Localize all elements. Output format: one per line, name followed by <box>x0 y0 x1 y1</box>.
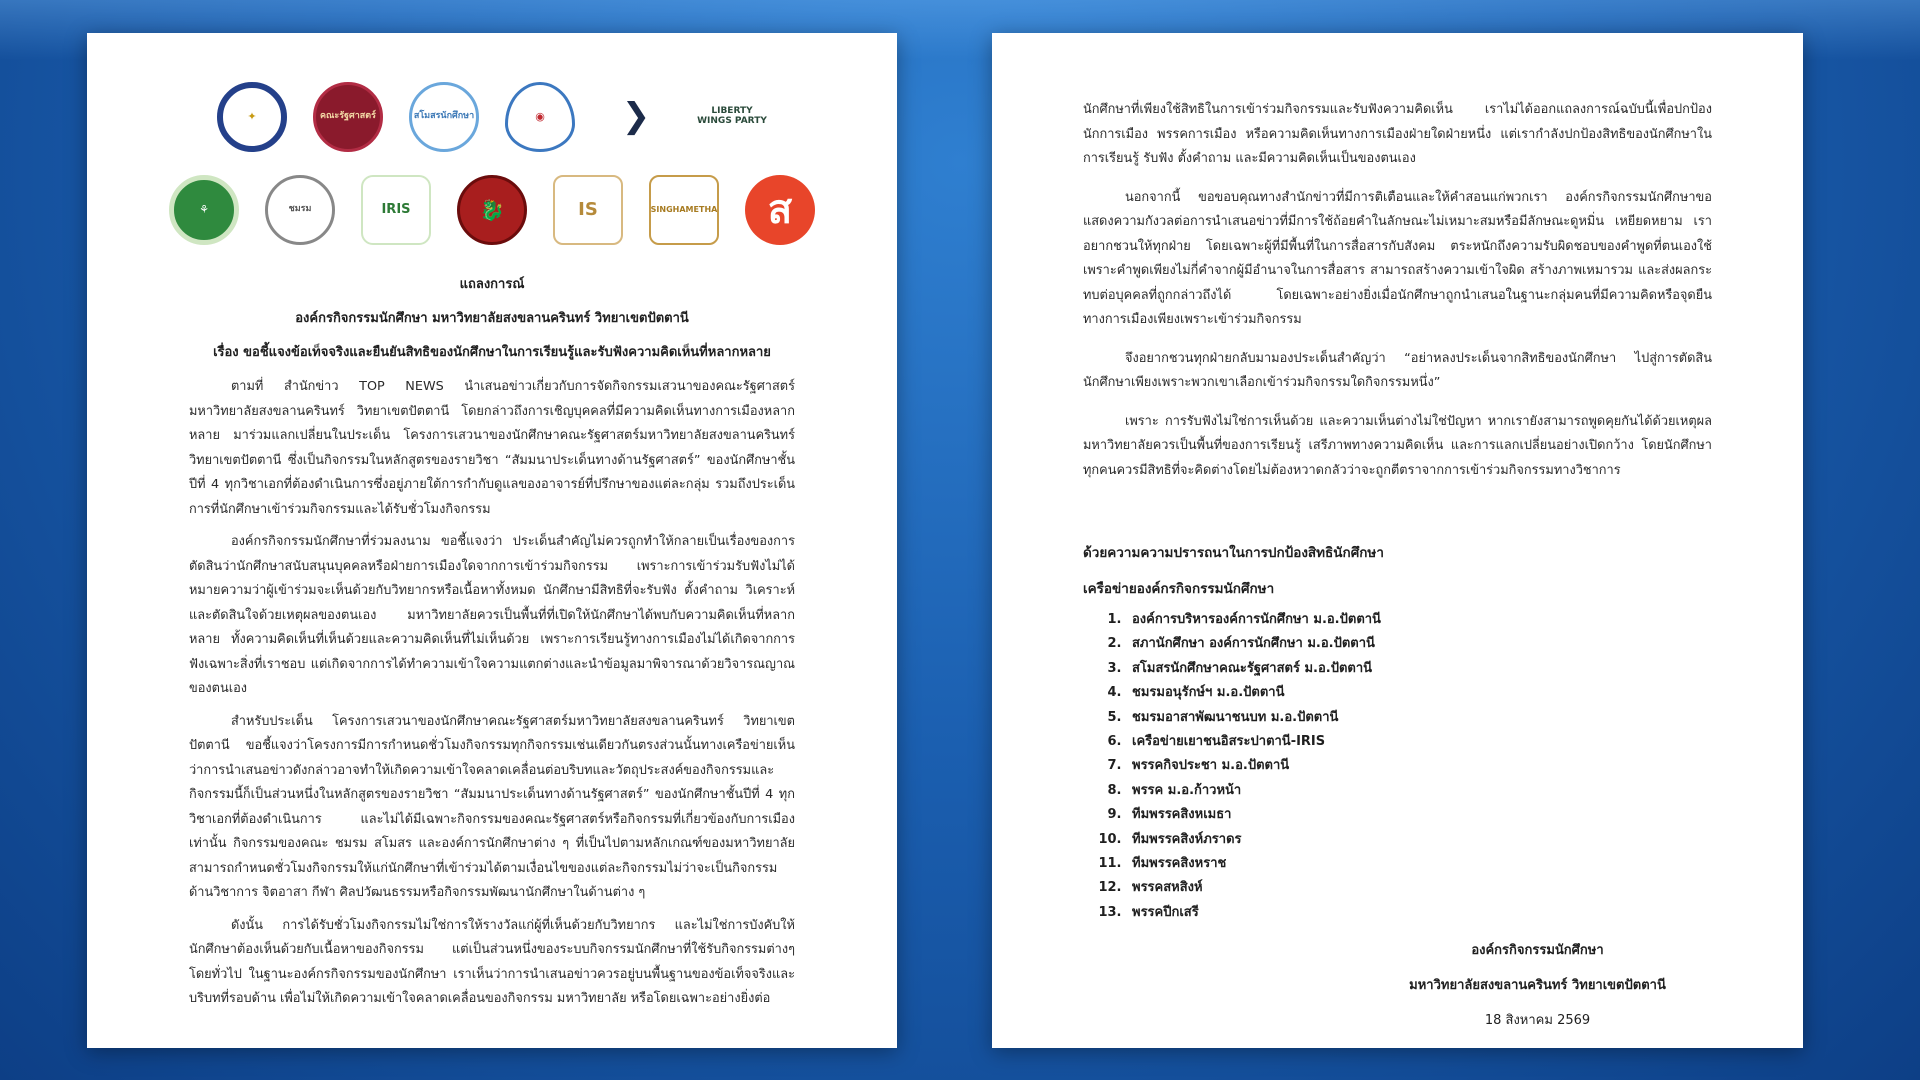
swoosh-icon: ❯ <box>601 82 671 152</box>
paragraph: ดังนั้น การได้รับชั่วโมงกิจกรรมไม่ใช่การให้รางวัลแก่ผู้ที่เห็นด้วยกับวิทยากร และไม่ใช่การบังคับให้นักศึกษาต้องเห็นด้วยกับเนื้อหาของกิจกรรม แต่เป็นส่วนหนึ่งของระบบกิจกรรมนักศึกษาที่ใช้รับกิจกรรมต่างๆ โดยทั่วไป ในฐานะองค์กรกิจกรรมของนักศึกษา เราเห็นว่าการนำเสนอข่าวควรอยู่บนพื้นฐานของข้อเท็จจริงและบริบทที่รอบด้าน เพื่อไม่ให้เกิดความเข้าใจคลาดเคลื่อนของกิจกรรม มหาวิทยาลัย หรือโดยเฉพาะอย่างยิ่งต่อ <box>189 917 795 1006</box>
signature-date: 18 สิงหาคม 2569 <box>1484 1013 1591 1028</box>
liberty-wings-icon: LIBERTY WINGS PARTY <box>697 82 767 152</box>
paragraph: เพราะ การรับฟังไม่ใช่การเห็นด้วย และความเห็นต่างไม่ใช่ปัญหา หากเรายังสามารถพูดคุยกันได้ด้วยเหตุผล มหาวิทยาลัยควรเป็นพื้นที่ของการเรียนรู้ เสรีภาพทางความคิดเห็น และการแลกเปลี่ยนอย่างเปิดกว้าง โดยนักศึกษาทุกคนควรมีสิทธิที่จะคิดต่างโดยไม่ต้องหวาดกลัวว่าจะถูกตีตราจากการเข้าร่วมกิจกรรมทางวิชาการ <box>1083 413 1712 478</box>
list-item: 5. ชมรมอาสาพัฒนาชนบท ม.อ.ปัตตานี <box>1126 706 1381 730</box>
list-item: 8. พรรค ม.อ.ก้าวหน้า <box>1126 779 1381 803</box>
logo-row-1 <box>87 82 897 152</box>
list-item: 9. ทีมพรรคสิงหเมธา <box>1126 803 1381 827</box>
singhametha-crest-icon: SINGHAMETHA <box>649 175 719 245</box>
paragraph: นอกจากนี้ ขอขอบคุณทางสำนักข่าวที่มีการติเตือนและให้คำสอนแก่พวกเรา องค์กรกิจกรรมนักศึกษาขอแสดงความกังวลต่อการนำเสนอข่าวที่มีการใช้ถ้อยคำในลักษณะไม่เหมาะสมหรือมีลักษณะดูหมิ่น เหยียดหยาม เราอยากชวนให้ทุกฝ่าย โดยเฉพาะผู้ที่มีพื้นที่ในการสื่อสารกับสังคม ตระหนักถึงความรับผิดชอบของคำพูดที่ตนเองใช้ เพราะคำพูดเพียงไม่กี่คำจากผู้มีอำนาจในการสื่อสาร สามารถสร้างความเข้าใจผิด สร้างภาพเหมารวม และส่งผลกระทบต่อบุคคลที่ถูกกล่าวถึงได้ โดยเฉพาะอย่างยิ่งเมื่อนักศึกษาถูกนำเสนอในฐานะกลุ่มคนที่มีความคิดหรือจุดยืนทางการเมืองเพียงเพราะเข้าร่วมกิจกรรม <box>1083 189 1712 327</box>
drop-emblem-icon: ◉ <box>505 82 575 152</box>
orange-letter-icon: ส <box>745 175 815 245</box>
paragraph: จึงอยากชวนทุกฝ่ายกลับมามองประเด็นสำคัญว่า “อย่าหลงประเด็นจากสิทธิของนักศึกษา ไปสู่การตัดสินนักศึกษาเพียงเพราะพวกเขาเลือกเข้าร่วมกิจกรรมใดกิจกรรมหนึ่ง” <box>1083 350 1712 390</box>
subject-line: เรื่อง ขอชี้แจงข้อเท็จจริงและยืนยันสิทธิของนักศึกษาในการเรียนรู้และรับฟังความคิดเห็นที่หลากหลาย <box>213 345 771 360</box>
paragraph: ตามที่ สำนักข่าว TOP NEWS นำเสนอข่าวเกี่ยวกับการจัดกิจกรรมเสวนาของคณะรัฐศาสตร์ มหาวิทยาลัยสงขลานครินทร์ วิทยาเขตปัตตานี โดยกล่าวถึงการเชิญบุคคลที่มีความคิดเห็นทางการเมืองหลากหลาย มาร่วมแลกเปลี่ยนในประเด็น โครงการเสวนาของนักศึกษาคณะรัฐศาสตร์มหาวิทยาลัยสงขลานครินทร์ วิทยาเขตปัตตานี ซึ่งเป็นกิจกรรมในหลักสูตรของรายวิชา “สัมมนาประเด็นทางด้านรัฐศาสตร์” ของนักศึกษาชั้นปีที่ 4 ทุกวิชาเอกที่ต้องดำเนินการซึ่งอยู่ภายใต้การกำกับดูแลของอาจารย์ที่ปรึกษาของแต่ละกลุ่ม รวมถึงประเด็นการที่นักศึกษาเข้าร่วมกิจกรรมและได้รับชั่วโมงกิจกรรม <box>189 379 795 517</box>
grey-club-icon: ชมรม <box>265 175 335 245</box>
faculty-seal-icon: คณะรัฐศาสตร์ <box>313 82 383 152</box>
student-club-hook-icon: สโมสรนักศึกษา <box>409 82 479 152</box>
signature-org: องค์กรกิจกรรมนักศึกษา <box>1471 943 1604 958</box>
list-item: 12. พรรคสหสิงห์ <box>1126 876 1381 900</box>
red-naga-icon: 🐉 <box>457 175 527 245</box>
list-item: 6. เครือข่ายเยาชนอิสระปาตานี-IRIS <box>1126 730 1381 754</box>
list-item: 13. พรรคปีกเสรี <box>1126 901 1381 925</box>
list-item: 7. พรรคกิจประชา ม.อ.ปัตตานี <box>1126 754 1381 778</box>
list-item: 3. สโมสรนักศึกษาคณะรัฐศาสตร์ ม.อ.ปัตตานี <box>1126 657 1381 681</box>
organization-line: องค์กรกิจกรรมนักศึกษา มหาวิทยาลัยสงขลานครินทร์ วิทยาเขตปัตตานี <box>295 311 689 326</box>
green-club-icon: ⚘ <box>169 175 239 245</box>
paragraph: สำหรับประเด็น โครงการเสวนาของนักศึกษาคณะรัฐศาสตร์มหาวิทยาลัยสงขลานครินทร์ วิทยาเขตปัตตานี ขอชี้แจงว่าโครงการมีการกำหนดชั่วโมงกิจกรรมทุกกิจกรรมเช่นเดียวกันตรงส่วนนั้นทางเครือข่ายเห็นว่าการนำเสนอข่าวดังกล่าวอาจทำให้เกิดความเข้าใจคลาดเคลื่อนต่อบริบทและวัตถุประสงค์ของกิจกรรมและกิจกรรมนี้ก็เป็นส่วนหนึ่งในหลักสูตรของรายวิชา “สัมมนาประเด็นทางด้านรัฐศาสตร์” ของนักศึกษาชั้นปีที่ 4 ทุกวิชาเอกที่ต้องดำเนินการ และไม่ได้มีเฉพาะกิจกรรมของคณะรัฐศาสตร์หรือกิจกรรมที่เกี่ยวข้องกับการเมืองเท่านั้น กิจกรรมของคณะ ชมรม สโมสร และองค์การนักศึกษาต่าง ๆ ที่เป็นไปตามหลักเกณฑ์ของมหาวิทยาลัย สามารถกำหนดชั่วโมงกิจกรรมให้แก่นักศึกษาที่เข้าร่วมได้ตามเงื่อนไขของแต่ละกิจกรรมไม่ว่าจะเป็นกิจกรรมด้านวิชาการ จิตอาสา กีฬา ศิลปวัฒนธรรมหรือกิจกรรมพัฒนานักศึกษาในด้านต่าง ๆ <box>189 713 795 900</box>
network-heading: เครือข่ายองค์กรกิจกรรมนักศึกษา <box>1083 581 1275 597</box>
signature-university: มหาวิทยาลัยสงขลานครินทร์ วิทยาเขตปัตตานี <box>1409 978 1666 993</box>
list-item: 4. ชมรมอนุรักษ์ฯ ม.อ.ปัตตานี <box>1126 681 1381 705</box>
university-seal-icon: ✦ <box>217 82 287 152</box>
gold-monogram-icon: IS <box>553 175 623 245</box>
right-body-text <box>1083 98 1712 497</box>
document-page-right <box>992 33 1803 1048</box>
network-list <box>1088 608 1381 925</box>
left-body-text <box>189 375 795 1020</box>
paragraph: นักศึกษาที่เพียงใช้สิทธิในการเข้าร่วมกิจกรรมและรับฟังความคิดเห็น เราไม่ได้ออกแถลงการณ์ฉบับนี้เพื่อปกป้องนักการเมือง พรรคการเมือง หรือความคิดเห็นทางการเมืองฝ่ายใดฝ่ายหนึ่ง แต่เรากำลังปกป้องสิทธิของนักศึกษาในการเรียนรู้ รับฟัง ตั้งคำถาม และมีความคิดเห็นเป็นของตนเอง <box>1083 102 1712 166</box>
closing-line: ด้วยความความปรารถนาในการปกป้องสิทธินักศึกษา <box>1083 545 1384 561</box>
list-item: 2. สภานักศึกษา องค์การนักศึกษา ม.อ.ปัตตานี <box>1126 632 1381 656</box>
paragraph: องค์กรกิจกรรมนักศึกษาที่ร่วมลงนาม ขอชี้แจงว่า ประเด็นสำคัญไม่ควรถูกทำให้กลายเป็นเรื่องของการตัดสินว่านักศึกษาสนับสนุนบุคคลหรือฝ่ายการเมืองใดจากการเข้าร่วมกิจกรรม เพราะการเข้าร่วมรับฟังไม่ได้หมายความว่าผู้เข้าร่วมจะเห็นด้วยกับวิทยากรหรือเนื้อหาทั้งหมด นักศึกษามีสิทธิที่จะรับฟัง ตั้งคำถาม วิเคราะห์ และตัดสินใจด้วยเหตุผลของตนเอง มหาวิทยาลัยควรเป็นพื้นที่ที่เปิดให้นักศึกษาได้พบกับความคิดเห็นที่หลากหลาย ทั้งความคิดเห็นที่เห็นด้วยและความคิดเห็นที่ไม่เห็นด้วย เพราะการเรียนรู้ทางการเมืองไม่ได้เกิดจากการฟังเฉพาะสิ่งที่เราชอบ แต่เกิดจากการได้ทำความเข้าใจความแตกต่างและนำข้อมูลมาพิจารณาด้วยวิจารณญาณของตนเอง <box>189 534 795 696</box>
logo-row-2 <box>87 175 897 245</box>
list-item: 10. ทีมพรรคสิงห์ภราดร <box>1126 828 1381 852</box>
iris-icon: IRIS <box>361 175 431 245</box>
list-item: 11. ทีมพรรคสิงหราช <box>1126 852 1381 876</box>
list-item: 1. องค์การบริหารองค์การนักศึกษา ม.อ.ปัตตานี <box>1126 608 1381 632</box>
document-type-title: แถลงการณ์ <box>459 277 525 292</box>
document-page-left <box>87 33 897 1048</box>
